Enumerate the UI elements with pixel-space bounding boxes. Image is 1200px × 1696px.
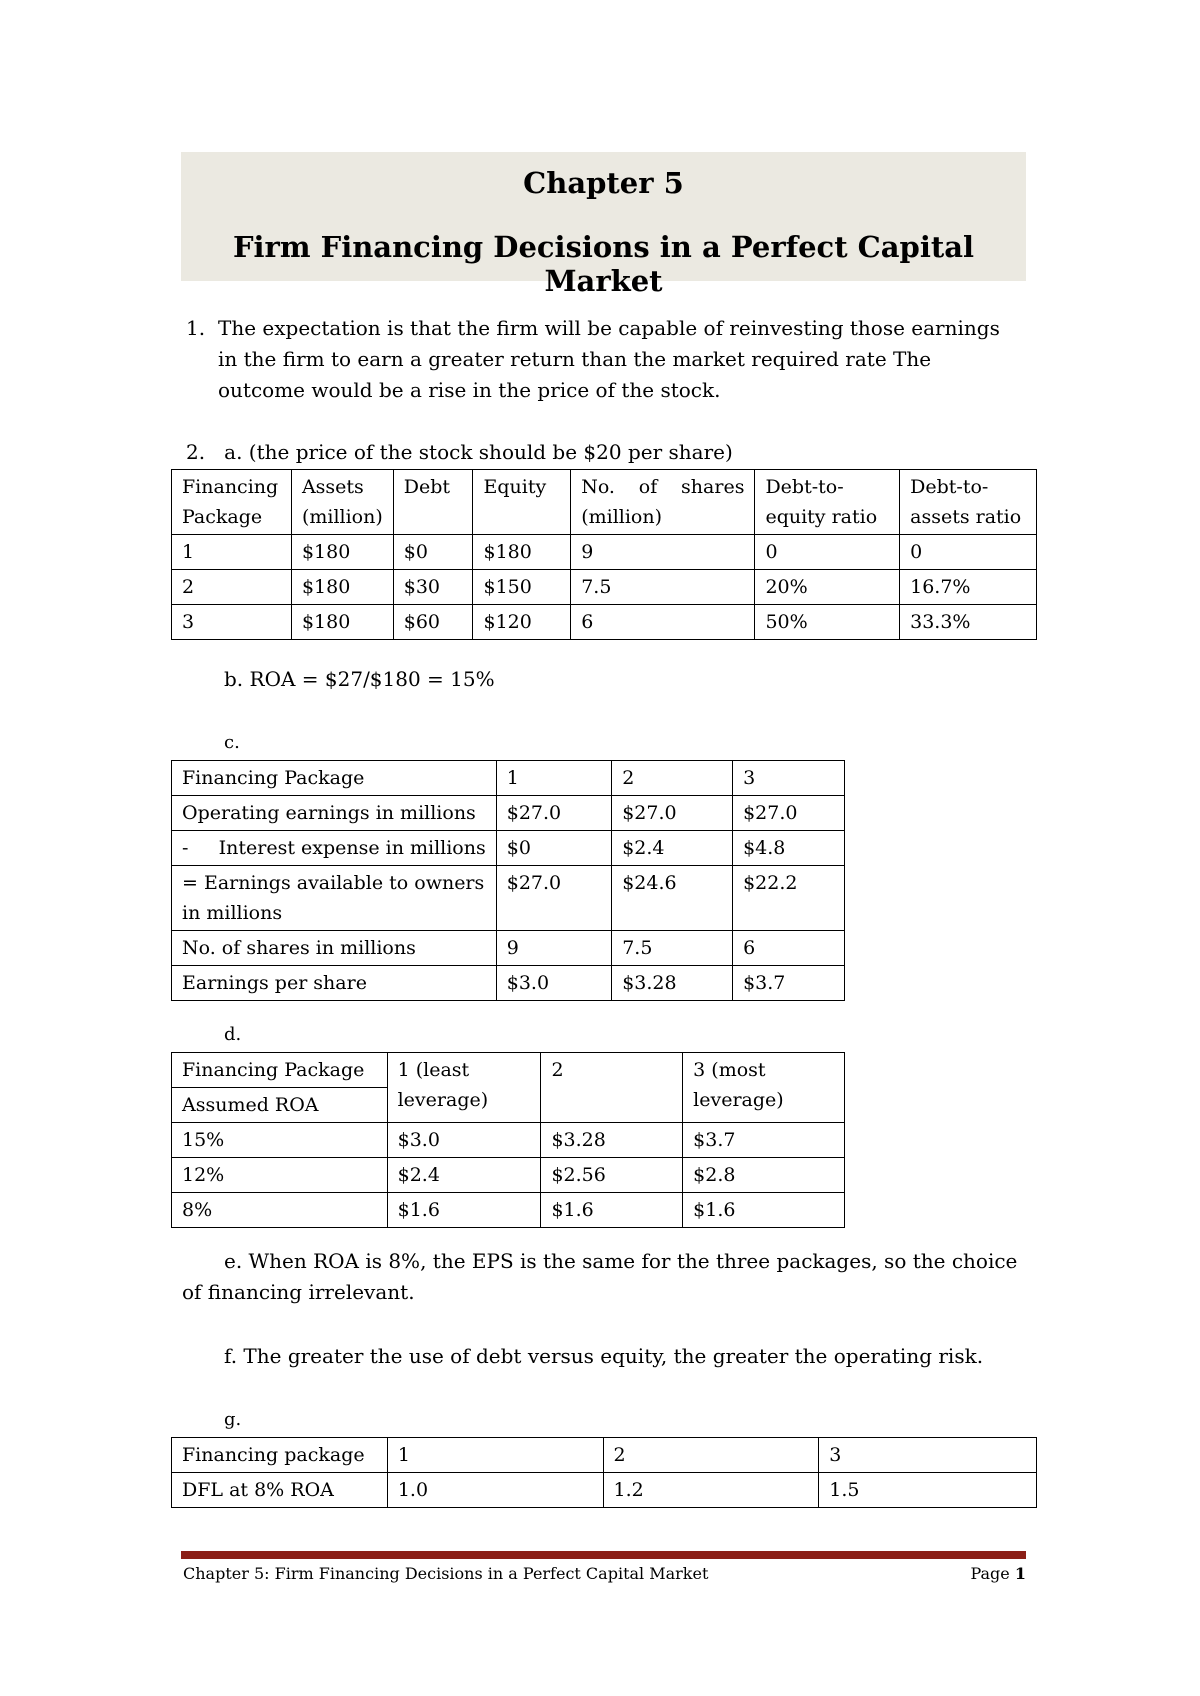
table-cell: $120 xyxy=(473,605,571,640)
earnings-per-share-table xyxy=(171,760,845,1001)
table-cell: 16.7% xyxy=(900,570,1037,605)
page-label: Page xyxy=(970,1564,1010,1583)
table-cell: $2.56 xyxy=(541,1158,683,1193)
table-cell: 1 xyxy=(496,761,611,796)
table-cell: 1 xyxy=(172,535,292,570)
footer-page-number xyxy=(970,1564,1026,1583)
table-cell: 6 xyxy=(571,605,755,640)
dfl-table xyxy=(171,1437,1037,1508)
table-cell: - Interest expense in millions xyxy=(172,831,497,866)
table-cell: $22.2 xyxy=(733,866,845,931)
header-cell: Debt xyxy=(393,470,473,535)
table-cell: $4.8 xyxy=(733,831,845,866)
footer-chapter-title: Chapter 5: Firm Financing Decisions in a Perfect Capital Market xyxy=(183,1564,709,1583)
table-row xyxy=(172,761,845,796)
table-cell: Operating earnings in millions xyxy=(172,796,497,831)
table-row xyxy=(172,605,1037,640)
header-cell: 1 (least leverage) xyxy=(387,1053,541,1123)
table-cell: $3.28 xyxy=(541,1123,683,1158)
table-cell: $30 xyxy=(393,570,473,605)
table-cell: 1 xyxy=(387,1438,603,1473)
table-cell: $3.7 xyxy=(733,966,845,1001)
table-cell: 2 xyxy=(172,570,292,605)
header-cell: No. of shares (million) xyxy=(571,470,755,535)
table-cell: 2 xyxy=(603,1438,819,1473)
table-cell: 2 xyxy=(612,761,733,796)
table-row xyxy=(172,570,1037,605)
table-cell: 3 xyxy=(819,1438,1037,1473)
table-cell: $1.6 xyxy=(683,1193,845,1228)
table-cell: = Earnings available to owners in millions xyxy=(172,866,497,931)
table-cell: $27.0 xyxy=(733,796,845,831)
header-cell: Financing Package xyxy=(172,470,292,535)
header-cell: 3 (most leverage) xyxy=(683,1053,845,1123)
table-cell: 0 xyxy=(755,535,900,570)
table-row xyxy=(172,1158,845,1193)
question-2f-text: f. The greater the use of debt versus equity, the greater the operating risk. xyxy=(224,1344,984,1368)
table-cell: $24.6 xyxy=(612,866,733,931)
footer-divider xyxy=(181,1551,1026,1559)
table-cell: $180 xyxy=(291,605,393,640)
table-cell: $180 xyxy=(291,535,393,570)
header-cell: Assets (million) xyxy=(291,470,393,535)
table-cell: $3.0 xyxy=(387,1123,541,1158)
table-cell: $27.0 xyxy=(612,796,733,831)
table-row xyxy=(172,1438,1037,1473)
question-2b-text: b. ROA = $27/$180 = 15% xyxy=(224,667,495,691)
header-cell-bottom: Assumed ROA xyxy=(182,1094,319,1116)
table-row xyxy=(172,535,1037,570)
table-cell: 3 xyxy=(172,605,292,640)
table-cell: $1.6 xyxy=(541,1193,683,1228)
table-cell: Earnings per share xyxy=(172,966,497,1001)
table-cell: $60 xyxy=(393,605,473,640)
table-cell: Financing Package xyxy=(172,761,497,796)
header-cell: Debt-to-equity ratio xyxy=(755,470,900,535)
table-row xyxy=(172,796,845,831)
table-row xyxy=(172,831,845,866)
table-cell: $3.7 xyxy=(683,1123,845,1158)
table-cell: 1.5 xyxy=(819,1473,1037,1508)
page-number: 1 xyxy=(1014,1564,1026,1583)
table-cell: 1.2 xyxy=(603,1473,819,1508)
table-cell: 9 xyxy=(571,535,755,570)
table-cell: $3.28 xyxy=(612,966,733,1001)
table-cell: No. of shares in millions xyxy=(172,931,497,966)
chapter-number: Chapter 5 xyxy=(523,166,684,200)
table-cell: 3 xyxy=(733,761,845,796)
table-row xyxy=(172,931,845,966)
table-cell: $1.6 xyxy=(387,1193,541,1228)
question-1-text: The expectation is that the firm will be capable of reinvesting those earnings in the firm to earn a greater return than the market required rate The outcome would be a rise in the price of the stock. xyxy=(218,316,1000,402)
table-cell: $0 xyxy=(496,831,611,866)
table-cell: 50% xyxy=(755,605,900,640)
table-cell: $27.0 xyxy=(496,866,611,931)
table-header-row xyxy=(172,470,1037,535)
table-cell: 6 xyxy=(733,931,845,966)
table-cell: $180 xyxy=(291,570,393,605)
question-2c-label: c. xyxy=(224,732,240,753)
table-cell: 9 xyxy=(496,931,611,966)
table-header-row xyxy=(172,1053,845,1123)
table-cell: 15% xyxy=(172,1123,388,1158)
table-row xyxy=(172,866,845,931)
table-cell: $2.4 xyxy=(387,1158,541,1193)
question-2a-label: 2. a. (the price of the stock should be $20 per share) xyxy=(186,440,733,464)
table-cell: 1.0 xyxy=(387,1473,603,1508)
question-2d-label: d. xyxy=(224,1024,242,1045)
table-cell: 12% xyxy=(172,1158,388,1193)
header-cell: Equity xyxy=(473,470,571,535)
question-2e-text: e. When ROA is 8%, the EPS is the same for the three packages, so the choice of financing irrelevant. xyxy=(182,1249,1018,1304)
table-cell: 0 xyxy=(900,535,1037,570)
table-cell: $2.8 xyxy=(683,1158,845,1193)
table-cell: $180 xyxy=(473,535,571,570)
table-cell: $2.4 xyxy=(612,831,733,866)
table-cell: 8% xyxy=(172,1193,388,1228)
table-cell: $27.0 xyxy=(496,796,611,831)
table-cell: Financing package xyxy=(172,1438,388,1473)
table-cell: 7.5 xyxy=(612,931,733,966)
roa-eps-table xyxy=(171,1052,845,1228)
table-row xyxy=(172,966,845,1001)
table-cell: $3.0 xyxy=(496,966,611,1001)
table-row xyxy=(172,1473,1037,1508)
table-cell: 7.5 xyxy=(571,570,755,605)
table-cell: DFL at 8% ROA xyxy=(172,1473,388,1508)
table-cell: $150 xyxy=(473,570,571,605)
chapter-title-box xyxy=(181,152,1026,298)
financing-packages-table xyxy=(171,469,1037,640)
table-cell: $0 xyxy=(393,535,473,570)
header-cell: Debt-to-assets ratio xyxy=(900,470,1037,535)
header-cell-top: Financing Package xyxy=(172,1053,387,1088)
question-1-number: 1. xyxy=(186,316,206,340)
table-cell: 20% xyxy=(755,570,900,605)
header-cell: 2 xyxy=(541,1053,683,1123)
question-2g-label: g. xyxy=(224,1409,242,1430)
table-row xyxy=(172,1123,845,1158)
header-cell xyxy=(172,1053,388,1123)
chapter-title: Firm Financing Decisions in a Perfect Capital Market xyxy=(232,230,975,298)
table-row xyxy=(172,1193,845,1228)
table-cell: 33.3% xyxy=(900,605,1037,640)
